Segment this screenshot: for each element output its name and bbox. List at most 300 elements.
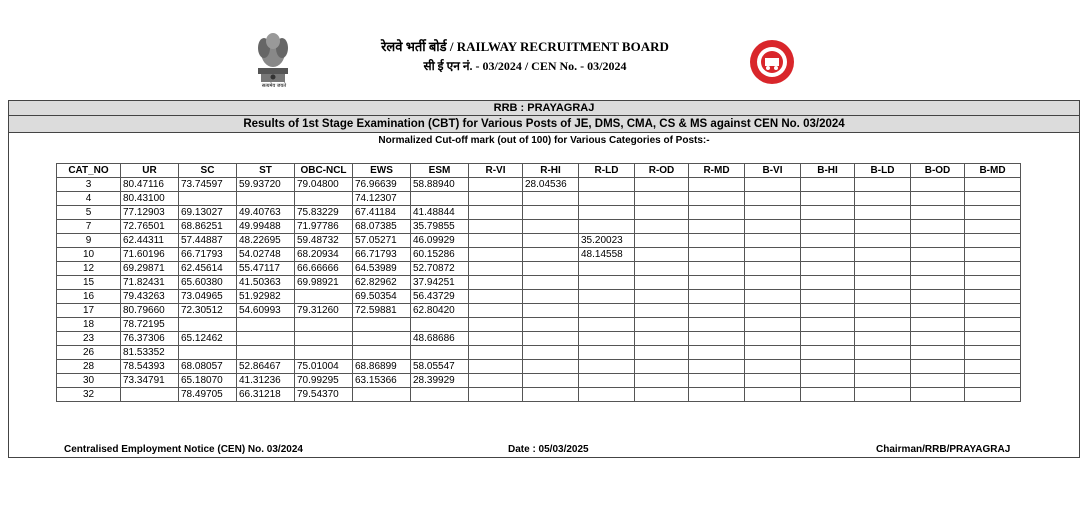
cutoff-cell xyxy=(911,178,965,192)
cutoff-cell xyxy=(801,192,855,206)
cutoff-cell xyxy=(469,178,523,192)
cutoff-cell xyxy=(801,206,855,220)
cutoff-cell xyxy=(745,374,801,388)
cutoff-cell: 52.70872 xyxy=(411,262,469,276)
cutoff-cell: 56.43729 xyxy=(411,290,469,304)
cutoff-cell xyxy=(855,262,911,276)
cutoff-cell: 73.74597 xyxy=(179,178,237,192)
cutoff-cell: 78.49705 xyxy=(179,388,237,402)
cutoff-cell xyxy=(411,318,469,332)
cutoff-cell xyxy=(689,234,745,248)
cutoff-cell xyxy=(523,248,579,262)
category-cell: 10 xyxy=(57,248,121,262)
cutoff-cell xyxy=(745,388,801,402)
cutoff-cell: 41.31236 xyxy=(237,374,295,388)
cutoff-cell xyxy=(965,360,1021,374)
cutoff-cell xyxy=(353,332,411,346)
cutoff-cell xyxy=(635,206,689,220)
category-cell: 9 xyxy=(57,234,121,248)
column-header: ESM xyxy=(411,164,469,178)
cutoff-cell: 46.09929 xyxy=(411,234,469,248)
cutoff-cell xyxy=(635,388,689,402)
category-cell: 28 xyxy=(57,360,121,374)
cutoff-cell xyxy=(523,374,579,388)
cutoff-cell xyxy=(745,178,801,192)
category-cell: 32 xyxy=(57,388,121,402)
cutoff-cell xyxy=(469,304,523,318)
cutoff-cell xyxy=(469,388,523,402)
cutoff-cell xyxy=(635,374,689,388)
cutoff-cell: 35.79855 xyxy=(411,220,469,234)
column-header: CAT_NO xyxy=(57,164,121,178)
table-row xyxy=(57,374,1021,388)
cutoff-cell xyxy=(911,374,965,388)
category-cell: 5 xyxy=(57,206,121,220)
cutoff-cell xyxy=(523,332,579,346)
cutoff-cell: 41.50363 xyxy=(237,276,295,290)
cutoff-cell xyxy=(523,304,579,318)
cutoff-cell xyxy=(689,248,745,262)
cutoff-cell xyxy=(911,276,965,290)
cutoff-cell: 62.44311 xyxy=(121,234,179,248)
cutoff-cell: 69.98921 xyxy=(295,276,353,290)
column-header: EWS xyxy=(353,164,411,178)
cutoff-cell xyxy=(745,220,801,234)
cutoff-cell xyxy=(469,234,523,248)
cutoff-cell: 62.80420 xyxy=(411,304,469,318)
cutoff-cell: 68.86251 xyxy=(179,220,237,234)
cutoff-cell xyxy=(855,206,911,220)
table-row xyxy=(57,248,1021,262)
cutoff-cell xyxy=(965,318,1021,332)
cutoff-cell xyxy=(965,234,1021,248)
cutoff-cell xyxy=(523,290,579,304)
cutoff-cell xyxy=(965,178,1021,192)
cutoff-cell xyxy=(855,290,911,304)
cutoff-cell xyxy=(745,192,801,206)
cutoff-cell xyxy=(855,332,911,346)
column-header: B-VI xyxy=(745,164,801,178)
cutoff-cell xyxy=(179,192,237,206)
cutoff-cell: 79.54370 xyxy=(295,388,353,402)
cutoff-cell xyxy=(579,346,635,360)
cutoff-cell: 80.43100 xyxy=(121,192,179,206)
cutoff-cell: 67.41184 xyxy=(353,206,411,220)
cutoff-table xyxy=(56,163,1021,402)
cutoff-cell: 69.29871 xyxy=(121,262,179,276)
cutoff-cell xyxy=(965,374,1021,388)
column-header: UR xyxy=(121,164,179,178)
cutoff-cell xyxy=(469,192,523,206)
cutoff-cell xyxy=(911,192,965,206)
cutoff-cell: 55.47117 xyxy=(237,262,295,276)
cen-number: सी ई एन नं. - 03/2024 / CEN No. - 03/2024 xyxy=(423,59,627,73)
cutoff-cell xyxy=(965,206,1021,220)
cutoff-cell: 68.86899 xyxy=(353,360,411,374)
cutoff-cell xyxy=(469,248,523,262)
cutoff-cell xyxy=(801,332,855,346)
table-row xyxy=(57,206,1021,220)
table-row xyxy=(57,332,1021,346)
cutoff-cell xyxy=(689,276,745,290)
cutoff-cell: 51.92982 xyxy=(237,290,295,304)
cutoff-cell xyxy=(801,220,855,234)
cutoff-cell xyxy=(295,332,353,346)
cutoff-cell xyxy=(745,262,801,276)
cutoff-cell xyxy=(855,388,911,402)
cutoff-cell: 76.96639 xyxy=(353,178,411,192)
cutoff-cell: 59.93720 xyxy=(237,178,295,192)
cutoff-cell xyxy=(801,290,855,304)
cutoff-cell xyxy=(911,220,965,234)
cutoff-cell: 52.86467 xyxy=(237,360,295,374)
rrb-name: RRB : PRAYAGRAJ xyxy=(9,101,1079,116)
cutoff-cell xyxy=(469,360,523,374)
cutoff-cell: 28.04536 xyxy=(523,178,579,192)
cutoff-cell xyxy=(411,388,469,402)
cutoff-cell xyxy=(579,206,635,220)
results-heading: Results of 1st Stage Examination (CBT) for Various Posts of JE, DMS, CMA, CS & MS against CEN No. 03/2024 xyxy=(9,116,1079,133)
cutoff-cell xyxy=(635,178,689,192)
cutoff-cell: 49.99488 xyxy=(237,220,295,234)
cutoff-cell: 80.47116 xyxy=(121,178,179,192)
cutoff-cell xyxy=(295,346,353,360)
table-row xyxy=(57,388,1021,402)
column-header: B-HI xyxy=(801,164,855,178)
cutoff-cell: 74.12307 xyxy=(353,192,411,206)
category-cell: 12 xyxy=(57,262,121,276)
category-cell: 7 xyxy=(57,220,121,234)
cutoff-cell xyxy=(579,290,635,304)
cutoff-cell xyxy=(353,388,411,402)
cutoff-cell: 71.60196 xyxy=(121,248,179,262)
cutoff-cell xyxy=(855,276,911,290)
cutoff-cell xyxy=(689,206,745,220)
cutoff-cell xyxy=(965,262,1021,276)
cutoff-cell: 68.07385 xyxy=(353,220,411,234)
table-row xyxy=(57,178,1021,192)
cutoff-cell: 58.05547 xyxy=(411,360,469,374)
cutoff-cell: 48.22695 xyxy=(237,234,295,248)
cutoff-cell xyxy=(635,262,689,276)
cutoff-cell xyxy=(579,360,635,374)
cutoff-cell xyxy=(523,360,579,374)
cutoff-cell xyxy=(855,374,911,388)
cutoff-cell xyxy=(911,234,965,248)
cutoff-cell xyxy=(911,332,965,346)
cutoff-cell xyxy=(745,318,801,332)
cutoff-cell xyxy=(801,276,855,290)
cutoff-cell xyxy=(237,346,295,360)
category-cell: 18 xyxy=(57,318,121,332)
cutoff-cell: 64.53989 xyxy=(353,262,411,276)
cutoff-cell xyxy=(523,388,579,402)
table-row xyxy=(57,290,1021,304)
cutoff-cell xyxy=(689,220,745,234)
cutoff-cell xyxy=(689,360,745,374)
cutoff-cell: 66.71793 xyxy=(353,248,411,262)
category-cell: 23 xyxy=(57,332,121,346)
cutoff-cell: 57.05271 xyxy=(353,234,411,248)
category-cell: 3 xyxy=(57,178,121,192)
cutoff-cell xyxy=(855,248,911,262)
footer-cen: Centralised Employment Notice (CEN) No. 03/2024 xyxy=(64,444,303,455)
cutoff-cell xyxy=(801,248,855,262)
cutoff-cell xyxy=(635,290,689,304)
cutoff-cell xyxy=(353,318,411,332)
cutoff-cell xyxy=(911,248,965,262)
cutoff-cell xyxy=(635,192,689,206)
cutoff-cell: 68.20934 xyxy=(295,248,353,262)
cutoff-cell xyxy=(801,318,855,332)
category-cell: 4 xyxy=(57,192,121,206)
cutoff-cell: 62.45614 xyxy=(179,262,237,276)
cutoff-cell xyxy=(635,318,689,332)
cutoff-cell xyxy=(469,276,523,290)
cutoff-cell xyxy=(911,318,965,332)
cutoff-cell xyxy=(523,206,579,220)
cutoff-cell xyxy=(689,290,745,304)
table-row xyxy=(57,234,1021,248)
cutoff-cell: 75.01004 xyxy=(295,360,353,374)
cutoff-cell xyxy=(745,206,801,220)
cutoff-cell: 66.31218 xyxy=(237,388,295,402)
cutoff-subheading: Normalized Cut-off mark (out of 100) for Various Categories of Posts:- xyxy=(378,135,710,146)
column-header: R-HI xyxy=(523,164,579,178)
cutoff-cell xyxy=(635,248,689,262)
cutoff-cell xyxy=(469,374,523,388)
cutoff-cell: 79.31260 xyxy=(295,304,353,318)
column-header: SC xyxy=(179,164,237,178)
cutoff-cell xyxy=(965,346,1021,360)
cutoff-cell xyxy=(689,388,745,402)
cutoff-cell xyxy=(635,346,689,360)
cutoff-cell xyxy=(635,276,689,290)
cutoff-cell xyxy=(689,346,745,360)
cutoff-cell: 80.79660 xyxy=(121,304,179,318)
cutoff-cell xyxy=(911,290,965,304)
cutoff-cell xyxy=(295,192,353,206)
cutoff-cell: 37.94251 xyxy=(411,276,469,290)
cutoff-cell xyxy=(911,360,965,374)
cutoff-cell: 65.18070 xyxy=(179,374,237,388)
cutoff-cell xyxy=(579,318,635,332)
cutoff-cell: 76.37306 xyxy=(121,332,179,346)
cutoff-cell xyxy=(579,178,635,192)
cutoff-cell xyxy=(579,388,635,402)
table-row xyxy=(57,220,1021,234)
cutoff-cell xyxy=(295,318,353,332)
cutoff-cell xyxy=(689,192,745,206)
table-row xyxy=(57,304,1021,318)
cutoff-cell xyxy=(579,262,635,276)
cutoff-cell: 49.40763 xyxy=(237,206,295,220)
cutoff-cell xyxy=(635,304,689,318)
cutoff-cell: 72.59881 xyxy=(353,304,411,318)
cutoff-cell xyxy=(579,192,635,206)
cutoff-cell xyxy=(411,192,469,206)
cutoff-cell xyxy=(965,388,1021,402)
cutoff-cell: 77.12903 xyxy=(121,206,179,220)
cutoff-cell xyxy=(801,178,855,192)
cutoff-cell xyxy=(579,220,635,234)
national-emblem-icon xyxy=(252,28,294,88)
cutoff-cell xyxy=(523,346,579,360)
column-header: B-MD xyxy=(965,164,1021,178)
cutoff-cell xyxy=(579,304,635,318)
cutoff-cell xyxy=(911,304,965,318)
cutoff-cell: 70.99295 xyxy=(295,374,353,388)
cutoff-cell xyxy=(745,234,801,248)
cutoff-cell xyxy=(745,304,801,318)
category-cell: 26 xyxy=(57,346,121,360)
cutoff-cell xyxy=(237,192,295,206)
table-header-row xyxy=(57,164,1021,178)
cutoff-cell: 73.34791 xyxy=(121,374,179,388)
column-header: R-LD xyxy=(579,164,635,178)
cutoff-cell xyxy=(635,332,689,346)
cutoff-cell xyxy=(911,262,965,276)
cutoff-cell: 73.04965 xyxy=(179,290,237,304)
cutoff-cell xyxy=(801,304,855,318)
cutoff-cell xyxy=(689,304,745,318)
cutoff-cell: 48.14558 xyxy=(579,248,635,262)
cutoff-cell xyxy=(965,304,1021,318)
cutoff-cell xyxy=(911,346,965,360)
cutoff-cell xyxy=(411,346,469,360)
cutoff-cell: 57.44887 xyxy=(179,234,237,248)
cutoff-cell xyxy=(745,332,801,346)
table-row xyxy=(57,318,1021,332)
cutoff-cell xyxy=(523,192,579,206)
cutoff-cell xyxy=(855,220,911,234)
table-row xyxy=(57,262,1021,276)
cutoff-cell xyxy=(801,360,855,374)
column-header: B-OD xyxy=(911,164,965,178)
document-header xyxy=(0,0,1090,100)
cutoff-cell: 59.48732 xyxy=(295,234,353,248)
emblem-caption: सत्यमेव जयते xyxy=(261,83,287,89)
cutoff-cell xyxy=(745,346,801,360)
cutoff-cell xyxy=(523,262,579,276)
cutoff-cell xyxy=(745,290,801,304)
cutoff-cell xyxy=(635,220,689,234)
footer-signatory: Chairman/RRB/PRAYAGRAJ xyxy=(876,444,1011,455)
cutoff-cell xyxy=(179,346,237,360)
cutoff-cell: 71.97786 xyxy=(295,220,353,234)
cutoff-cell: 35.20023 xyxy=(579,234,635,248)
cutoff-cell xyxy=(469,220,523,234)
cutoff-cell xyxy=(745,360,801,374)
cutoff-cell xyxy=(579,332,635,346)
cutoff-cell: 60.15286 xyxy=(411,248,469,262)
cutoff-cell xyxy=(965,220,1021,234)
cutoff-cell: 79.43263 xyxy=(121,290,179,304)
cutoff-cell xyxy=(745,276,801,290)
cutoff-cell xyxy=(295,290,353,304)
cutoff-cell xyxy=(801,234,855,248)
cutoff-cell: 81.53352 xyxy=(121,346,179,360)
cutoff-cell xyxy=(469,318,523,332)
cutoff-cell xyxy=(635,234,689,248)
cutoff-cell xyxy=(579,374,635,388)
column-header: OBC-NCL xyxy=(295,164,353,178)
cutoff-cell xyxy=(801,374,855,388)
cutoff-cell xyxy=(579,276,635,290)
cutoff-cell xyxy=(855,178,911,192)
cutoff-cell xyxy=(523,234,579,248)
cutoff-cell: 41.48844 xyxy=(411,206,469,220)
cutoff-cell: 54.60993 xyxy=(237,304,295,318)
cutoff-cell xyxy=(965,276,1021,290)
cutoff-cell xyxy=(965,290,1021,304)
column-header: R-MD xyxy=(689,164,745,178)
category-cell: 17 xyxy=(57,304,121,318)
cutoff-cell xyxy=(469,262,523,276)
cutoff-cell xyxy=(855,234,911,248)
cutoff-cell xyxy=(469,206,523,220)
cutoff-cell xyxy=(353,346,411,360)
cutoff-cell: 71.82431 xyxy=(121,276,179,290)
cutoff-cell xyxy=(689,374,745,388)
cutoff-cell: 68.08057 xyxy=(179,360,237,374)
cutoff-cell xyxy=(689,332,745,346)
cutoff-cell xyxy=(911,206,965,220)
cutoff-cell xyxy=(801,388,855,402)
cutoff-cell xyxy=(689,178,745,192)
cutoff-cell xyxy=(121,388,179,402)
cutoff-cell xyxy=(237,318,295,332)
cutoff-cell xyxy=(469,290,523,304)
cutoff-cell: 66.66666 xyxy=(295,262,353,276)
cutoff-cell xyxy=(635,360,689,374)
cutoff-cell xyxy=(965,248,1021,262)
cutoff-cell xyxy=(855,192,911,206)
cutoff-cell: 65.60380 xyxy=(179,276,237,290)
cutoff-cell xyxy=(745,248,801,262)
cutoff-cell xyxy=(689,318,745,332)
column-header: R-VI xyxy=(469,164,523,178)
footer-date: Date : 05/03/2025 xyxy=(508,444,589,455)
cutoff-cell: 72.76501 xyxy=(121,220,179,234)
category-cell: 30 xyxy=(57,374,121,388)
cutoff-cell xyxy=(855,318,911,332)
table-row xyxy=(57,346,1021,360)
cutoff-cell xyxy=(469,346,523,360)
cutoff-cell: 79.04800 xyxy=(295,178,353,192)
cutoff-cell: 75.83229 xyxy=(295,206,353,220)
cutoff-cell: 66.71793 xyxy=(179,248,237,262)
cutoff-cell: 69.13027 xyxy=(179,206,237,220)
cutoff-cell: 28.39929 xyxy=(411,374,469,388)
table-row xyxy=(57,192,1021,206)
cutoff-cell: 48.68686 xyxy=(411,332,469,346)
cutoff-cell xyxy=(801,262,855,276)
board-title: रेलवे भर्ती बोर्ड / RAILWAY RECRUITMENT BOARD xyxy=(381,39,669,54)
category-cell: 15 xyxy=(57,276,121,290)
cutoff-cell: 58.88940 xyxy=(411,178,469,192)
cutoff-cell xyxy=(855,346,911,360)
cutoff-cell xyxy=(855,304,911,318)
cutoff-cell xyxy=(523,220,579,234)
railway-logo-icon xyxy=(749,39,795,85)
cutoff-cell: 62.82962 xyxy=(353,276,411,290)
cutoff-cell: 65.12462 xyxy=(179,332,237,346)
cutoff-cell: 72.30512 xyxy=(179,304,237,318)
cutoff-cell xyxy=(689,262,745,276)
column-header: R-OD xyxy=(635,164,689,178)
cutoff-cell: 78.72195 xyxy=(121,318,179,332)
